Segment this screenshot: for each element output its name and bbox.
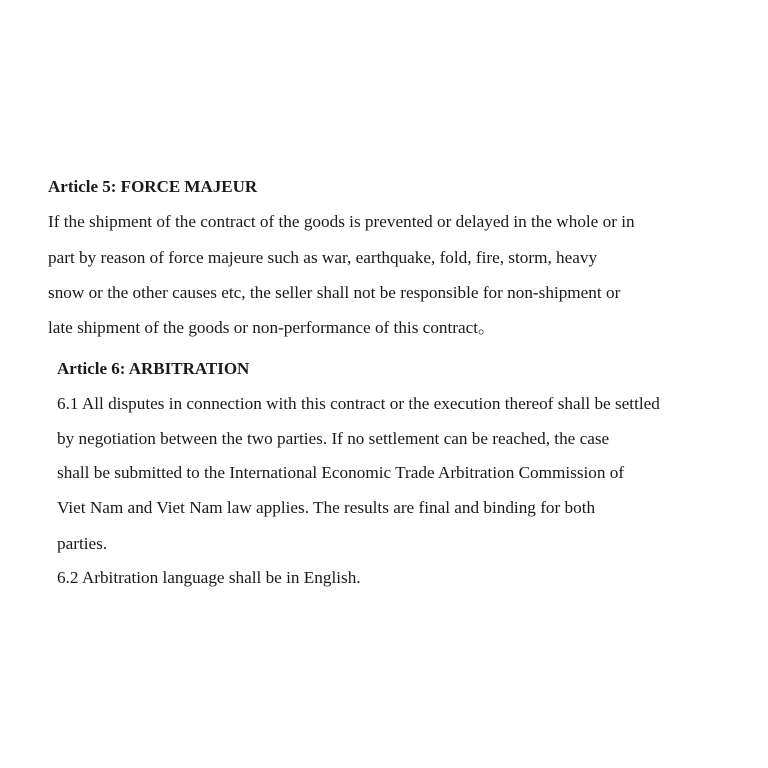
article-5-line: If the shipment of the contract of the goods is prevented or delayed in the whole or in [48, 212, 635, 231]
article-6-line: by negotiation between the two parties. If no settlement can be reached, the case [57, 429, 610, 448]
article-5-heading: Article 5: FORCE MAJEUR [48, 177, 258, 196]
article-6-line: 6.1 All disputes in connection with this contract or the execution thereof shall be settled [57, 394, 660, 413]
article-6-line: shall be submitted to the International Economic Trade Arbitration Commission of [57, 463, 625, 482]
article-5-line: late shipment of the goods or non-performance of this contract。 [48, 318, 496, 337]
article-6-heading: Article 6: ARBITRATION [57, 359, 250, 378]
article-6-line: Viet Nam and Viet Nam law applies. The results are final and binding for both [57, 498, 596, 517]
article-5-line: part by reason of force majeure such as war, earthquake, fold, fire, storm, heavy [48, 248, 598, 267]
article-5-line: snow or the other causes etc, the seller shall not be responsible for non-shipment or [48, 283, 621, 302]
article-6-line: parties. [57, 534, 108, 553]
article-6-line: 6.2 Arbitration language shall be in English. [57, 568, 361, 587]
